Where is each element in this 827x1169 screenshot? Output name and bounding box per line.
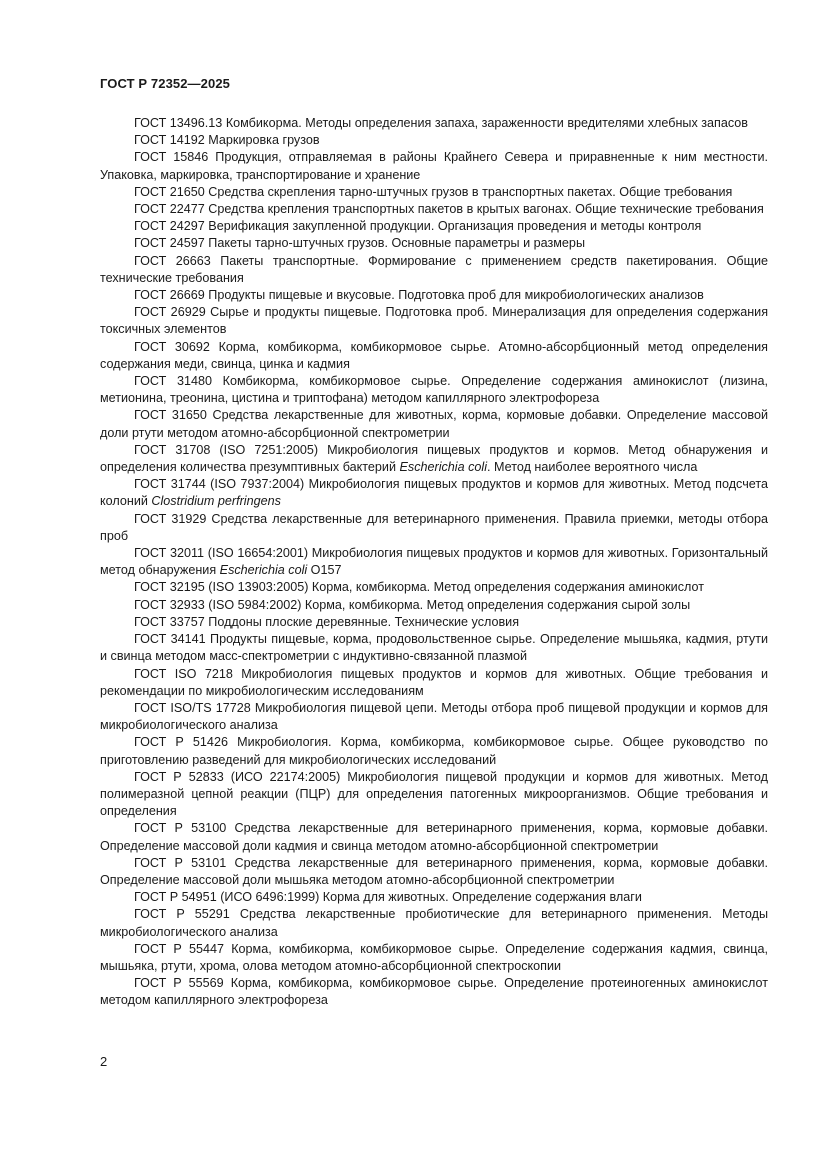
reference-entry: [100, 889, 768, 906]
reference-entry: [100, 579, 768, 596]
reference-code: ГОСТ 30692: [134, 339, 210, 354]
document-number: ГОСТ Р 72352—2025: [100, 76, 230, 91]
reference-title: Комбикорма. Методы определения запаха, зараженности вредителями хлебных запасов: [225, 116, 748, 130]
reference-entry: [100, 906, 768, 940]
reference-code: ГОСТ 34141: [134, 632, 206, 647]
reference-title: Микробиология. Корма, комбикорма, комбикормовое сырье. Общее руководство по приготовлению разведений для микробиологических исследований: [100, 735, 769, 767]
reference-entry: [100, 287, 768, 304]
reference-entry: [100, 149, 768, 183]
reference-code: ГОСТ 31708 (ISO 7251:2005): [134, 442, 319, 457]
reference-title-italic: Escherichia coli: [399, 460, 487, 475]
reference-code: ГОСТ 31650: [134, 408, 207, 423]
reference-title: Микробиология пищевых продуктов и кормов для животных. Горизонтальный метод обнаружения: [100, 546, 768, 578]
reference-title-tail: O157: [307, 563, 342, 578]
reference-title: Средства лекарственные для ветеринарного применения, корма, кормовые добавки. Определение массовой доли кадмия и свинца методом атомно-абсорбционной спектрометрии: [100, 821, 768, 853]
reference-title: Микробиология пищевой цепи. Методы отбора проб пищевой продукции и кормов для микробиологического анализа: [100, 700, 768, 733]
reference-entry: [100, 253, 768, 287]
reference-title-tail: . Метод наиболее вероятного числа: [487, 460, 698, 475]
reference-title: Продукция, отправляемая в районы Крайнего Севера и приравненные к ним местности. Упаковка, маркировка, транспортирование и хранение: [100, 150, 768, 182]
normative-references-list: [100, 115, 768, 1010]
reference-code: ГОСТ Р 55447: [134, 941, 225, 956]
reference-title: Пакеты тарно-штучных грузов. Основные параметры и размеры: [208, 236, 585, 251]
reference-code: ГОСТ 33757: [134, 614, 205, 629]
reference-title: Сырье и продукты пищевые. Подготовка проб. Минерализация для определения содержания токсичных элементов: [100, 305, 769, 337]
reference-entry: [100, 545, 768, 579]
reference-code: ГОСТ ISO/TS 17728: [134, 700, 251, 715]
reference-title: Пакеты транспортные. Формирование с применением средств пакетирования. Общие технические требования: [100, 253, 768, 285]
reference-entry: [100, 339, 768, 373]
reference-code: ГОСТ Р 55291: [134, 907, 230, 922]
reference-title: Продукты пищевые и вкусовые. Подготовка проб для микробиологических анализов: [208, 288, 704, 303]
reference-title: Микробиология пищевых продуктов и кормов для животных. Общие требования и рекомендации по микробиологическим исследованиям: [100, 666, 768, 698]
reference-code: ГОСТ 24597: [134, 236, 205, 251]
reference-entry: [100, 132, 768, 149]
reference-entry: [100, 184, 768, 201]
reference-entry: [100, 614, 768, 631]
reference-entry: [100, 820, 768, 854]
reference-title: Микробиология пищевой продукции и кормов для животных. Метод полимеразной цепной реакции (ПЦР) для определения патогенных микроорганизмов. Общие требования и определения: [100, 769, 768, 819]
reference-entry: [100, 115, 768, 132]
page-number: 2: [100, 1054, 108, 1069]
reference-entry: [100, 597, 768, 614]
reference-code: ГОСТ 26663: [134, 253, 211, 268]
reference-title: Корма, комбикорма, комбикормовое сырье. Определение протеиногенных аминокислот методом капиллярного электрофореза: [100, 976, 769, 1008]
reference-title: Средства лекарственные пробиотические для ветеринарного применения. Методы микробиологического анализа: [100, 907, 769, 939]
reference-code: ГОСТ 15846: [134, 150, 209, 165]
reference-title-italic: Clostridium perfringens: [151, 494, 281, 509]
reference-entry: [100, 855, 768, 889]
reference-entry: [100, 201, 768, 218]
reference-entry: [100, 734, 768, 768]
reference-title: Комбикорма, комбикормовое сырье. Определение содержания аминокислот (лизина, метионина, треонина, цистина и триптофана) методом капиллярного электрофореза: [100, 374, 768, 406]
reference-title: Микробиология пищевых продуктов и кормов. Метод обнаружения и определения количества презумптивных бактерий: [100, 442, 768, 475]
reference-code: ГОСТ 32195 (ISO 13903:2005): [134, 580, 309, 595]
reference-code: ГОСТ 21650: [134, 184, 205, 199]
reference-entry: [100, 975, 768, 1009]
reference-title: Средства крепления транспортных пакетов в крытых вагонах. Общие технические требования: [208, 202, 764, 217]
reference-code: ГОСТ 22477: [134, 202, 205, 217]
reference-title: Корма, комбикорма, комбикормовое сырье. Определение содержания кадмия, свинца, мышьяка, ртути, хрома, олова методом атомно-абсорбционной спектроскопии: [100, 941, 769, 973]
reference-title: Средства скрепления тарно-штучных грузов в транспортных пакетах. Общие требования: [208, 184, 733, 199]
reference-entry: [100, 476, 768, 510]
reference-title: Средства лекарственные для животных, корма, кормовые добавки. Определение массовой доли ртути методом атомно-абсорбционной спектрометрии: [100, 408, 769, 440]
reference-title: Продукты пищевые, корма, продовольственное сырье. Определение мышьяка, кадмия, ртути и свинца методом масс-спектрометрии с индуктивно-связанной плазмой: [100, 632, 769, 664]
reference-title: Маркировка грузов: [208, 133, 320, 148]
reference-entry: [100, 941, 768, 975]
reference-code: ГОСТ 14192: [134, 133, 205, 148]
reference-code: ГОСТ 13496.13: [134, 116, 223, 130]
reference-title: Микробиология пищевых продуктов и кормов для животных. Метод подсчета колоний: [100, 477, 768, 509]
reference-title: Средства лекарственные для ветеринарного применения, корма, кормовые добавки. Определение массовой доли мышьяка методом атомно-абсорбционной спектрометрии: [100, 855, 768, 887]
reference-title: Корма, комбикорма, комбикормовое сырье. Атомно-абсорбционный метод определения содержания меди, свинца, цинка и кадмия: [100, 339, 768, 371]
reference-code: ГОСТ 24297: [134, 219, 205, 234]
reference-entry: [100, 304, 768, 338]
reference-title: Поддоны плоские деревянные. Технические условия: [208, 614, 520, 629]
reference-entry: [100, 700, 768, 734]
reference-title: Корма, комбикорма. Метод определения содержания аминокислот: [311, 580, 704, 595]
reference-code: ГОСТ Р 52833 (ИСО 22174:2005): [134, 769, 341, 784]
reference-code: ГОСТ Р 53100: [134, 821, 227, 836]
reference-entry: [100, 631, 768, 665]
reference-code: ГОСТ 26669: [134, 288, 205, 303]
reference-entry: [100, 511, 768, 545]
reference-code: ГОСТ Р 54951 (ИСО 6496:1999): [134, 890, 320, 905]
reference-code: ГОСТ Р 53101: [134, 855, 227, 870]
reference-code: ГОСТ 26929: [134, 305, 206, 320]
reference-code: ГОСТ 31744 (ISO 7937:2004): [134, 477, 305, 492]
reference-code: ГОСТ Р 51426: [134, 735, 228, 750]
reference-title-italic: Escherichia coli: [219, 563, 308, 578]
reference-code: ГОСТ Р 55569: [134, 976, 224, 991]
reference-code: ГОСТ 31929: [134, 511, 207, 526]
reference-entry: [100, 218, 768, 235]
reference-entry: [100, 407, 768, 441]
reference-entry: [100, 666, 768, 700]
reference-code: ГОСТ ISO 7218: [134, 666, 233, 681]
reference-title: Верификация закупленной продукции. Организация проведения и методы контроля: [208, 219, 702, 234]
reference-code: ГОСТ 32011 (ISO 16654:2001): [134, 546, 309, 561]
reference-entry: [100, 373, 768, 407]
reference-entry: [100, 442, 768, 476]
reference-code: ГОСТ 32933 (ISO 5984:2002): [134, 597, 302, 612]
reference-title: Корма для животных. Определение содержания влаги: [322, 890, 642, 905]
reference-entry: [100, 235, 768, 252]
reference-code: ГОСТ 31480: [134, 374, 212, 389]
reference-title: Корма, комбикорма. Метод определения содержания сырой золы: [304, 597, 691, 612]
reference-entry: [100, 769, 768, 821]
reference-title: Средства лекарственные для ветеринарного применения. Правила приемки, методы отбора проб: [100, 511, 769, 543]
